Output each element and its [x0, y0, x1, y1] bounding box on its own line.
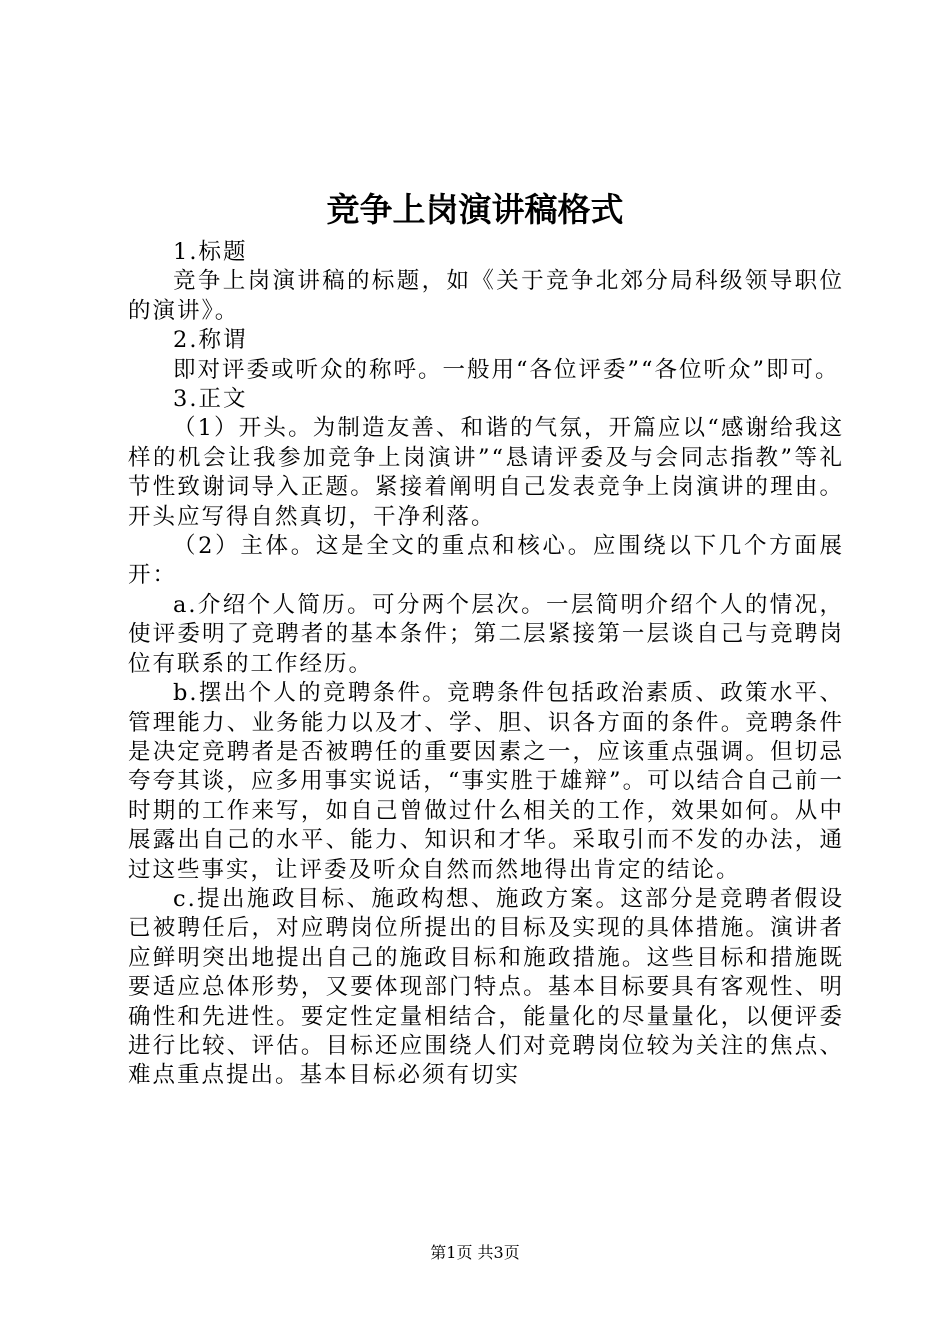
paragraph-opening: （1）开头。为制造友善、和谐的气氛，开篇应以“感谢给我这样的机会让我参加竞争上岗演讲”“恳请评委及与会同志指教”等礼节性致谢词导入正题。紧接着阐明自己发表竞争上岗演讲的理由。开头应写得自然真切，干净利落。 [128, 415, 844, 530]
heading-salutation-section: 2.称谓 [173, 327, 248, 354]
document-title: 竞争上岗演讲稿格式 [326, 190, 624, 229]
page-indicator: 第1页 共3页 [430, 1243, 520, 1262]
paragraph-salutation: 即对评委或听众的称呼。一般用“各位评委”“各位听众”即可。 [173, 356, 840, 383]
heading-title-section: 1.标题 [173, 239, 248, 265]
document-body [128, 238, 844, 1091]
paragraph-point-a: a.介绍个人简历。可分两个层次。一层简明介绍个人的情况，使评委明了竞聘者的基本条件；第二层紧接第一层谈自己与竞聘岗位有联系的工作经历。 [128, 591, 844, 677]
paragraph-title-example: 竞争上岗演讲稿的标题，如《关于竞争北郊分局科级领导职位的演讲》。 [128, 268, 844, 324]
paragraph-point-b: b.摆出个人的竞聘条件。竞聘条件包括政治素质、政策水平、管理能力、业务能力以及才、学、胆、识各方面的条件。竞聘条件是决定竞聘者是否被聘任的重要因素之一，应该重点强调。但切忌夸夸其谈，应多用事实说话，“事实胜于雄辩”。可以结合自己前一时期的工作来写，如自己曾做过什么相关的工作，效果如何。从中展露出自己的水平、能力、知识和才华。采取引而不发的办法，通过这些事实，让评委及听众自然而然地得出肯定的结论。 [128, 680, 844, 883]
paragraph-main-body: （2）主体。这是全文的重点和核心。应围绕以下几个方面展开： [128, 533, 844, 589]
paragraph-point-c: c.提出施政目标、施政构想、施政方案。这部分是竞聘者假设已被聘任后，对应聘岗位所提出的目标及实现的具体措施。演讲者应鲜明突出地提出自己的施政目标和施政措施。这些目标和措施既要适应总体形势，又要体现部门特点。基本目标要具有客观性、明确性和先进性。要定性定量相结合，能量化的尽量量化，以便评委进行比较、评估。目标还应围绕人们对竞聘岗位较为关注的焦点、难点重点提出。基本目标必须有切实 [128, 885, 844, 1089]
heading-body-section: 3.正文 [173, 386, 248, 413]
